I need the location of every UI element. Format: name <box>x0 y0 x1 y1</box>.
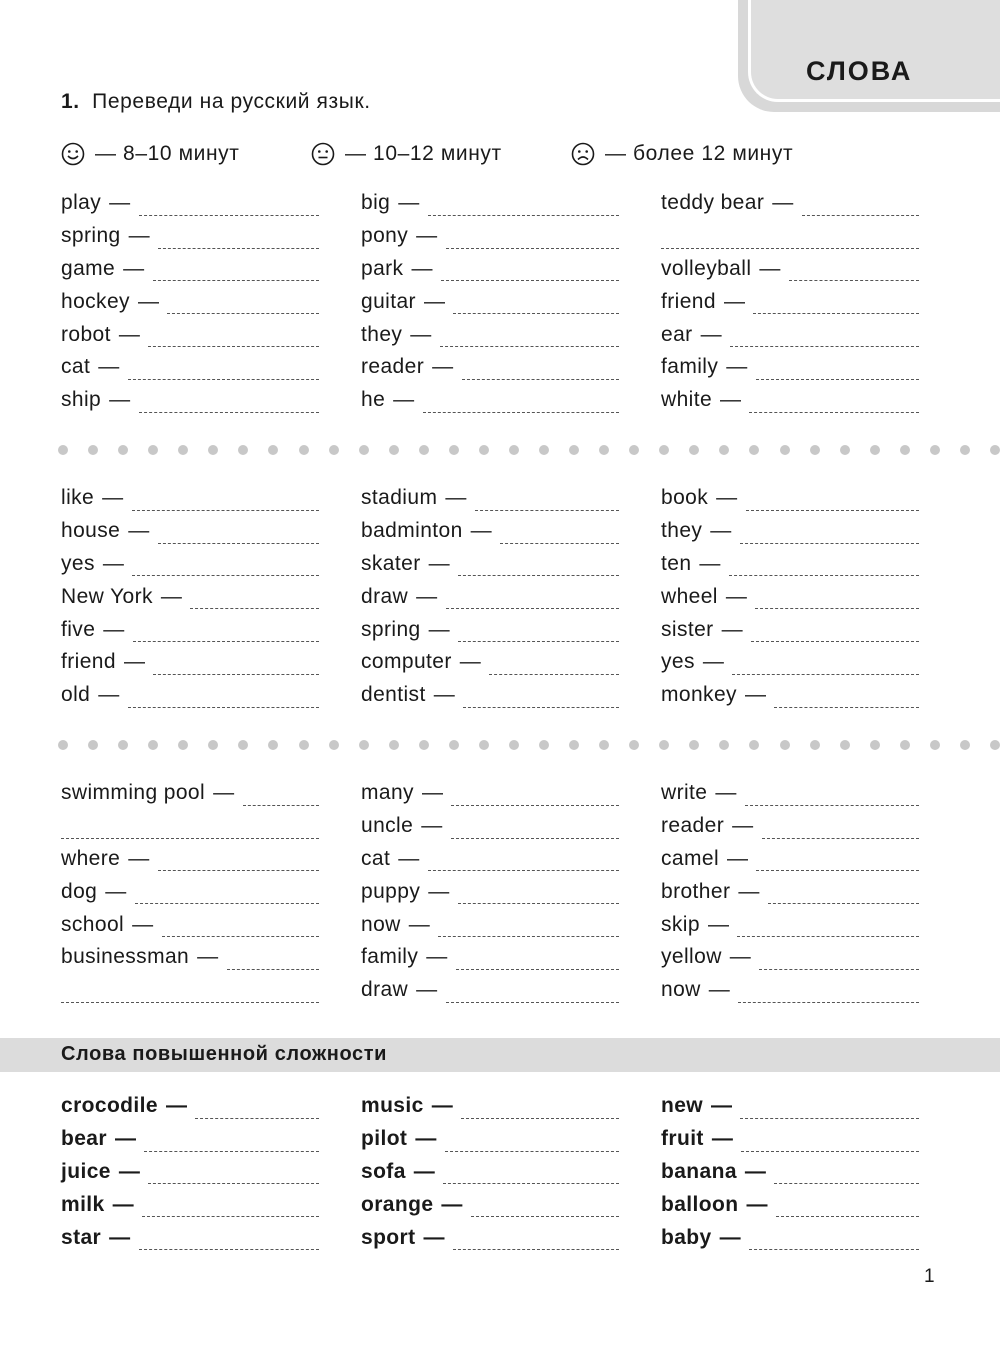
word-row: house — <box>61 515 319 548</box>
word-row: draw — <box>361 974 619 1007</box>
word-column <box>61 187 319 417</box>
smiley-sad-icon <box>571 142 595 166</box>
answer-blank[interactable] <box>158 248 319 249</box>
word: crocodile <box>61 1094 158 1118</box>
word: friend <box>61 650 116 674</box>
word-row: family — <box>361 941 619 974</box>
answer-blank[interactable] <box>438 936 619 937</box>
answer-blank[interactable] <box>148 346 319 347</box>
word-row: milk — <box>61 1188 319 1221</box>
legend-text: — 10–12 минут <box>345 142 502 165</box>
word-row: pony — <box>361 220 619 253</box>
word: game <box>61 256 116 280</box>
answer-blank[interactable] <box>762 838 919 839</box>
answer-blank[interactable] <box>458 903 619 904</box>
word: reader <box>661 814 725 838</box>
word: computer <box>361 650 452 674</box>
answer-blank[interactable] <box>755 608 919 609</box>
word-row: sister — <box>661 613 919 646</box>
answer-blank[interactable] <box>440 346 619 347</box>
word-column <box>361 482 619 712</box>
word-row-continuation <box>61 974 319 1007</box>
answer-blank[interactable] <box>128 379 319 380</box>
word-row: game — <box>61 253 319 286</box>
word-row: dog — <box>61 875 319 908</box>
answer-blank[interactable] <box>749 1249 919 1250</box>
word-row: they — <box>361 318 619 351</box>
word: sister <box>661 617 714 641</box>
answer-blank[interactable] <box>753 313 919 314</box>
answer-blank[interactable] <box>61 1002 319 1003</box>
word: yellow <box>661 945 722 969</box>
word: puppy <box>361 879 421 903</box>
answer-blank[interactable] <box>802 215 919 216</box>
word-row: hockey — <box>61 285 319 318</box>
word-row: new — <box>661 1090 919 1123</box>
word: cat <box>361 846 391 870</box>
word: school <box>61 912 125 936</box>
answer-blank[interactable] <box>789 280 919 281</box>
word: hockey <box>61 289 130 313</box>
word: businessman <box>61 945 190 969</box>
answer-blank[interactable] <box>774 1183 919 1184</box>
answer-blank[interactable] <box>740 1118 919 1119</box>
smiley-happy-icon <box>61 142 85 166</box>
answer-blank[interactable] <box>756 379 919 380</box>
word-row: orange — <box>361 1188 619 1221</box>
word: ear <box>661 322 693 346</box>
answer-blank[interactable] <box>443 1183 619 1184</box>
answer-blank[interactable] <box>489 674 619 675</box>
word-row: teddy bear — <box>661 187 919 220</box>
answer-blank[interactable] <box>741 1151 919 1152</box>
word: white <box>661 388 713 412</box>
answer-blank[interactable] <box>446 1002 619 1003</box>
word-row-continuation <box>61 810 319 843</box>
word: draw <box>361 584 409 608</box>
word: spring <box>61 224 121 248</box>
word: reader <box>361 355 425 379</box>
word-row: businessman — <box>61 941 319 974</box>
word: brother <box>661 879 731 903</box>
answer-blank[interactable] <box>148 1183 319 1184</box>
word: play <box>61 191 102 215</box>
answer-blank[interactable] <box>446 248 619 249</box>
legend-text: — 8–10 минут <box>95 142 240 165</box>
word: now <box>661 978 701 1002</box>
word: robot <box>61 322 111 346</box>
answer-blank[interactable] <box>458 575 619 576</box>
word: balloon <box>661 1192 739 1216</box>
word-row: music — <box>361 1090 619 1123</box>
answer-blank[interactable] <box>428 215 619 216</box>
legend-item-slow <box>571 142 793 166</box>
word: volleyball <box>661 256 752 280</box>
answer-blank[interactable] <box>745 805 919 806</box>
word-row-continuation <box>661 220 919 253</box>
answer-blank[interactable] <box>445 1151 619 1152</box>
answer-blank[interactable] <box>135 903 319 904</box>
answer-blank[interactable] <box>462 379 619 380</box>
answer-blank[interactable] <box>446 608 619 609</box>
word: pony <box>361 224 409 248</box>
task-text: Переведи на русский язык. <box>92 90 371 113</box>
answer-blank[interactable] <box>142 1216 319 1217</box>
word-row: where — <box>61 843 319 876</box>
word-row: old — <box>61 679 319 712</box>
word-column <box>661 187 919 417</box>
answer-blank[interactable] <box>132 575 319 576</box>
word-row: sport — <box>361 1221 619 1254</box>
word-column <box>361 1090 619 1254</box>
word: sofa <box>361 1159 406 1183</box>
word-row: banana — <box>661 1156 919 1189</box>
answer-blank[interactable] <box>458 641 619 642</box>
word: now <box>361 912 401 936</box>
answer-blank[interactable] <box>759 969 919 970</box>
word: dentist <box>361 683 426 707</box>
advanced-section-title: Слова повышенной сложности <box>61 1043 388 1065</box>
word-row: family — <box>661 351 919 384</box>
word-column <box>61 482 319 712</box>
word-row: draw — <box>361 580 619 613</box>
word: book <box>661 486 709 510</box>
answer-blank[interactable] <box>139 215 319 216</box>
word-row: many — <box>361 777 619 810</box>
word-row: New York — <box>61 580 319 613</box>
word-row: write — <box>661 777 919 810</box>
word: like <box>61 486 95 510</box>
word-row: ship — <box>61 384 319 417</box>
word: New York <box>61 584 153 608</box>
word: draw <box>361 978 409 1002</box>
word: park <box>361 256 404 280</box>
word: where <box>61 846 121 870</box>
word: star <box>61 1225 102 1249</box>
answer-blank[interactable] <box>456 969 619 970</box>
answer-blank[interactable] <box>153 674 319 675</box>
word-row: guitar — <box>361 285 619 318</box>
word-row: stadium — <box>361 482 619 515</box>
header-tab-label: СЛОВА <box>806 56 913 86</box>
word: bear <box>61 1127 107 1151</box>
task-number: 1. <box>61 90 80 113</box>
answer-blank[interactable] <box>776 1216 919 1217</box>
word: family <box>661 355 719 379</box>
word-row: they — <box>661 515 919 548</box>
word: many <box>361 781 414 805</box>
word-row: star — <box>61 1221 319 1254</box>
word: cat <box>61 355 91 379</box>
word-row: park — <box>361 253 619 286</box>
dotted-divider <box>58 740 1000 752</box>
word-row: like — <box>61 482 319 515</box>
word: they <box>661 519 703 543</box>
answer-blank[interactable] <box>441 280 619 281</box>
word-row: yes — <box>661 646 919 679</box>
answer-blank[interactable] <box>463 707 619 708</box>
word: skip <box>661 912 700 936</box>
word: wheel <box>661 584 718 608</box>
word-row: dentist — <box>361 679 619 712</box>
word-row: juice — <box>61 1156 319 1189</box>
answer-blank[interactable] <box>740 543 919 544</box>
word-row: yes — <box>61 548 319 581</box>
word-column <box>61 777 319 1007</box>
answer-blank[interactable] <box>471 1216 619 1217</box>
answer-blank[interactable] <box>227 969 319 970</box>
word-row: school — <box>61 908 319 941</box>
word: fruit <box>661 1127 704 1151</box>
word-row: camel — <box>661 843 919 876</box>
word-row: sofa — <box>361 1156 619 1189</box>
word: house <box>61 519 121 543</box>
word: milk <box>61 1192 105 1216</box>
word-row: fruit — <box>661 1123 919 1156</box>
word: he <box>361 388 386 412</box>
word: badminton <box>361 519 463 543</box>
answer-blank[interactable] <box>167 313 319 314</box>
word-row: cat — <box>61 351 319 384</box>
word: camel <box>661 846 720 870</box>
answer-blank[interactable] <box>453 1249 619 1250</box>
word-row: brother — <box>661 875 919 908</box>
answer-blank[interactable] <box>153 280 319 281</box>
word-row: balloon — <box>661 1188 919 1221</box>
word: ten <box>661 551 692 575</box>
answer-blank[interactable] <box>61 838 319 839</box>
word-row: now — <box>661 974 919 1007</box>
word: banana <box>661 1159 737 1183</box>
word: music <box>361 1094 424 1118</box>
word-row: ear — <box>661 318 919 351</box>
word: new <box>661 1094 704 1118</box>
smiley-neutral-icon <box>311 142 335 166</box>
answer-blank[interactable] <box>732 674 919 675</box>
word: stadium <box>361 486 438 510</box>
answer-blank[interactable] <box>162 936 319 937</box>
answer-blank[interactable] <box>774 707 919 708</box>
answer-blank[interactable] <box>190 608 319 609</box>
word-row: friend — <box>61 646 319 679</box>
answer-blank[interactable] <box>729 575 919 576</box>
word: yes <box>661 650 695 674</box>
word: old <box>61 683 91 707</box>
word-row: play — <box>61 187 319 220</box>
answer-blank[interactable] <box>475 510 619 511</box>
legend-text: — более 12 минут <box>605 142 794 165</box>
word: yes <box>61 551 95 575</box>
word: guitar <box>361 289 416 313</box>
answer-blank[interactable] <box>423 412 619 413</box>
word: juice <box>61 1159 111 1183</box>
answer-blank[interactable] <box>144 1151 319 1152</box>
answer-blank[interactable] <box>428 870 619 871</box>
word: spring <box>361 617 421 641</box>
word-row: friend — <box>661 285 919 318</box>
word-row: puppy — <box>361 875 619 908</box>
answer-blank[interactable] <box>749 412 919 413</box>
word-row: baby — <box>661 1221 919 1254</box>
word-row: he — <box>361 384 619 417</box>
word: swimming pool <box>61 781 206 805</box>
word-row: spring — <box>361 613 619 646</box>
page-number: 1 <box>924 1266 935 1287</box>
word-row: yellow — <box>661 941 919 974</box>
answer-blank[interactable] <box>139 1249 319 1250</box>
answer-blank[interactable] <box>158 543 319 544</box>
legend-item-fast <box>61 142 239 166</box>
word: big <box>361 191 391 215</box>
word: five <box>61 617 96 641</box>
word-row: monkey — <box>661 679 919 712</box>
word: write <box>661 781 708 805</box>
answer-blank[interactable] <box>756 870 919 871</box>
word-row: spring — <box>61 220 319 253</box>
word-row: reader — <box>361 351 619 384</box>
answer-blank[interactable] <box>453 313 619 314</box>
word-column <box>661 482 919 712</box>
word-row: skater — <box>361 548 619 581</box>
word: teddy bear <box>661 191 765 215</box>
word-row: book — <box>661 482 919 515</box>
answer-blank[interactable] <box>461 1118 619 1119</box>
word: friend <box>661 289 716 313</box>
word: orange <box>361 1192 434 1216</box>
task-instruction <box>61 90 371 114</box>
word: they <box>361 322 403 346</box>
word-row: robot — <box>61 318 319 351</box>
answer-blank[interactable] <box>133 641 319 642</box>
word: ship <box>61 388 102 412</box>
word-row: skip — <box>661 908 919 941</box>
word-row: white — <box>661 384 919 417</box>
word-row: ten — <box>661 548 919 581</box>
word-column <box>661 1090 919 1254</box>
word: family <box>361 945 419 969</box>
answer-blank[interactable] <box>158 870 319 871</box>
word-row: now — <box>361 908 619 941</box>
word-row: reader — <box>661 810 919 843</box>
answer-blank[interactable] <box>500 543 619 544</box>
word-row: cat — <box>361 843 619 876</box>
word-column <box>361 187 619 417</box>
word-row: wheel — <box>661 580 919 613</box>
word-row: swimming pool — <box>61 777 319 810</box>
answer-blank[interactable] <box>132 510 319 511</box>
word-row: volleyball — <box>661 253 919 286</box>
answer-blank[interactable] <box>139 412 319 413</box>
answer-blank[interactable] <box>746 510 919 511</box>
answer-blank[interactable] <box>243 805 320 806</box>
word-row: crocodile — <box>61 1090 319 1123</box>
word: monkey <box>661 683 737 707</box>
word-row: big — <box>361 187 619 220</box>
answer-blank[interactable] <box>751 641 919 642</box>
word: sport <box>361 1225 416 1249</box>
word-column <box>61 1090 319 1254</box>
word: skater <box>361 551 421 575</box>
word-row: five — <box>61 613 319 646</box>
answer-blank[interactable] <box>738 1002 919 1003</box>
answer-blank[interactable] <box>661 248 919 249</box>
legend-item-medium <box>311 142 502 166</box>
answer-blank[interactable] <box>451 838 619 839</box>
answer-blank[interactable] <box>195 1118 319 1119</box>
word: dog <box>61 879 98 903</box>
word-column <box>661 777 919 1007</box>
word-row: pilot — <box>361 1123 619 1156</box>
answer-blank[interactable] <box>737 936 919 937</box>
answer-blank[interactable] <box>730 346 919 347</box>
word: uncle <box>361 814 414 838</box>
word-row: badminton — <box>361 515 619 548</box>
word-row: computer — <box>361 646 619 679</box>
word: pilot <box>361 1127 408 1151</box>
word-column <box>361 777 619 1007</box>
word-row: uncle — <box>361 810 619 843</box>
dotted-divider <box>58 445 1000 457</box>
answer-blank[interactable] <box>128 707 319 708</box>
word-row: bear — <box>61 1123 319 1156</box>
word: baby <box>661 1225 712 1249</box>
answer-blank[interactable] <box>451 805 619 806</box>
answer-blank[interactable] <box>768 903 919 904</box>
